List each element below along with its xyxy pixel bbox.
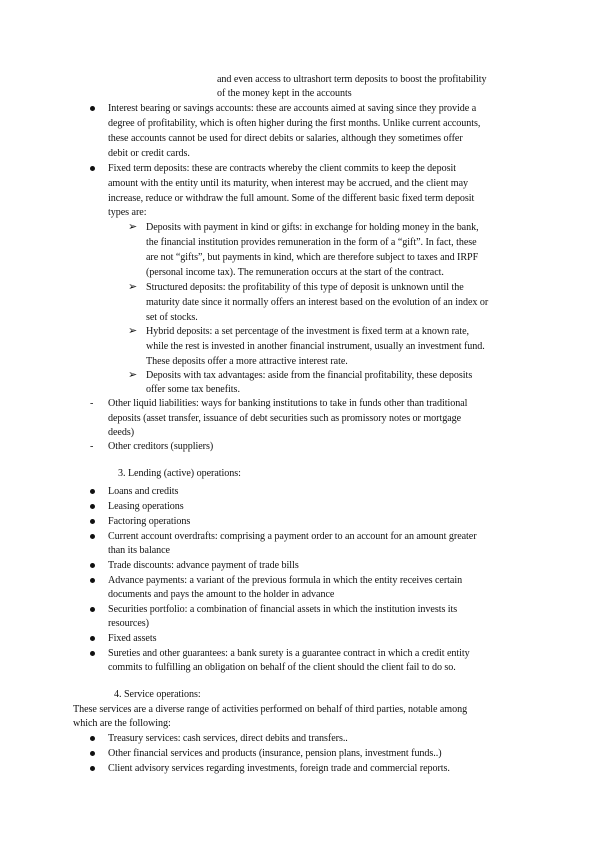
lending-item: Loans and credits (108, 486, 179, 497)
bullet-marker (90, 761, 95, 771)
deposit-type-line: (personal income tax). The remuneration occurs at the start of the contract. (146, 267, 444, 278)
dash-marker: - (90, 398, 94, 409)
fixed-term-line: types are: (108, 207, 147, 218)
deposit-type-line: Hybrid deposits: a set percentage of the investment is fixed term at a known rate, (146, 326, 470, 337)
arrow-bullet-icon: ➢ (128, 221, 138, 233)
bullet-marker (90, 631, 95, 641)
deposit-type-line: set of stocks. (146, 312, 198, 323)
arrow-bullet-icon: ➢ (128, 281, 138, 293)
bullet-marker (90, 731, 95, 741)
bullet-marker (90, 484, 95, 494)
bullet-marker (90, 573, 95, 583)
arrow-bullet-icon: ➢ (128, 369, 138, 381)
other-liabilities-line: deposits (asset transfer, issuance of debt securities such as promissory notes or mortgage (108, 413, 462, 424)
lending-item: documents and pays the amount to the holder in advance (108, 589, 335, 600)
service-intro-line: which are the following: (73, 718, 171, 729)
other-liabilities-line: deeds) (108, 427, 135, 438)
other-creditors-line: Other creditors (suppliers) (108, 441, 214, 452)
bullet-marker (90, 646, 95, 656)
bullet-marker (90, 529, 95, 539)
deposit-type-line: These deposits offer a more attractive interest rate. (146, 356, 348, 367)
deposit-type-line: while the rest is invested in another financial instrument, usually an investment fund. (146, 341, 485, 352)
dash-marker: - (90, 441, 94, 452)
lending-item: Securities portfolio: a combination of financial assets in which the institution invests its (108, 604, 458, 615)
lending-item: resources) (108, 618, 149, 629)
other-liabilities-line: Other liquid liabilities: ways for banking institutions to take in funds other than traditional (108, 398, 468, 409)
lending-item: Leasing operations (108, 501, 184, 512)
deposit-type-line: offer some tax benefits. (146, 384, 240, 395)
deposit-type-line: Deposits with tax advantages: aside from the financial profitability, these deposits (146, 370, 473, 381)
service-intro-line: These services are a diverse range of activities performed on behalf of third parties, notable among (73, 704, 468, 715)
bullet-marker (90, 602, 95, 612)
lending-item: Advance payments: a variant of the previous formula in which the entity receives certain (108, 575, 463, 586)
section-heading-lending: 3. Lending (active) operations: (118, 468, 241, 479)
intro-line: of the money kept in the accounts (217, 88, 352, 99)
fixed-term-line: increase, reduce or withdraw the full amount. Some of the different basic fixed term deposit (108, 193, 475, 204)
section-heading-service: 4. Service operations: (114, 689, 201, 700)
savings-accounts-line: Interest bearing or savings accounts: these are accounts aimed at saving since they provide a (108, 103, 477, 114)
deposit-type-line: the financial institution provides remuneration in the form of a “gift”. In fact, these (146, 237, 477, 248)
lending-item: Factoring operations (108, 516, 191, 527)
arrow-bullet-icon: ➢ (128, 325, 138, 337)
bullet-marker (90, 558, 95, 568)
service-item: Other financial services and products (insurance, pension plans, investment funds..) (108, 748, 442, 759)
lending-item: commits to fulfilling an obligation on behalf of the client should the client fail to do so. (108, 662, 456, 673)
lending-item: Sureties and other guarantees: a bank surety is a guarantee contract in which a credit entity (108, 648, 470, 659)
deposit-type-line: maturity date since it normally offers an interest based on the evolution of an index or (146, 297, 489, 308)
bullet-marker (90, 514, 95, 524)
bullet-marker (90, 499, 95, 509)
deposit-type-line: Structured deposits: the profitability of this type of deposit is unknown until the (146, 282, 464, 293)
service-item: Treasury services: cash services, direct debits and transfers.. (108, 733, 348, 744)
fixed-term-line: Fixed term deposits: these are contracts whereby the client commits to keep the deposit (108, 163, 456, 174)
savings-accounts-line: debit or credit cards. (108, 148, 190, 159)
savings-accounts-line: these accounts cannot be used for direct debits or salaries, although they sometimes offer (108, 133, 463, 144)
deposit-type-line: are not “gifts”, but payments in kind, which are therefore subject to taxes and IRPF (146, 252, 479, 263)
lending-item: Current account overdrafts: comprising a payment order to an account for an amount greater (108, 531, 477, 542)
savings-accounts-line: degree of profitability, which is often higher during the first months. Unlike current accounts, (108, 118, 481, 129)
fixed-term-line: amount with the entity until its maturity, when interest may be accrued, and the client may (108, 178, 469, 189)
intro-line: and even access to ultrashort term deposits to boost the profitability (217, 74, 487, 85)
bullet-marker (90, 161, 95, 171)
bullet-marker (90, 746, 95, 756)
service-item: Client advisory services regarding investments, foreign trade and commercial reports. (108, 763, 450, 774)
lending-item: Trade discounts: advance payment of trade bills (108, 560, 299, 571)
bullet-marker (90, 101, 95, 111)
deposit-type-line: Deposits with payment in kind or gifts: in exchange for holding money in the bank, (146, 222, 479, 233)
lending-item: than its balance (108, 545, 170, 556)
lending-item: Fixed assets (108, 633, 157, 644)
